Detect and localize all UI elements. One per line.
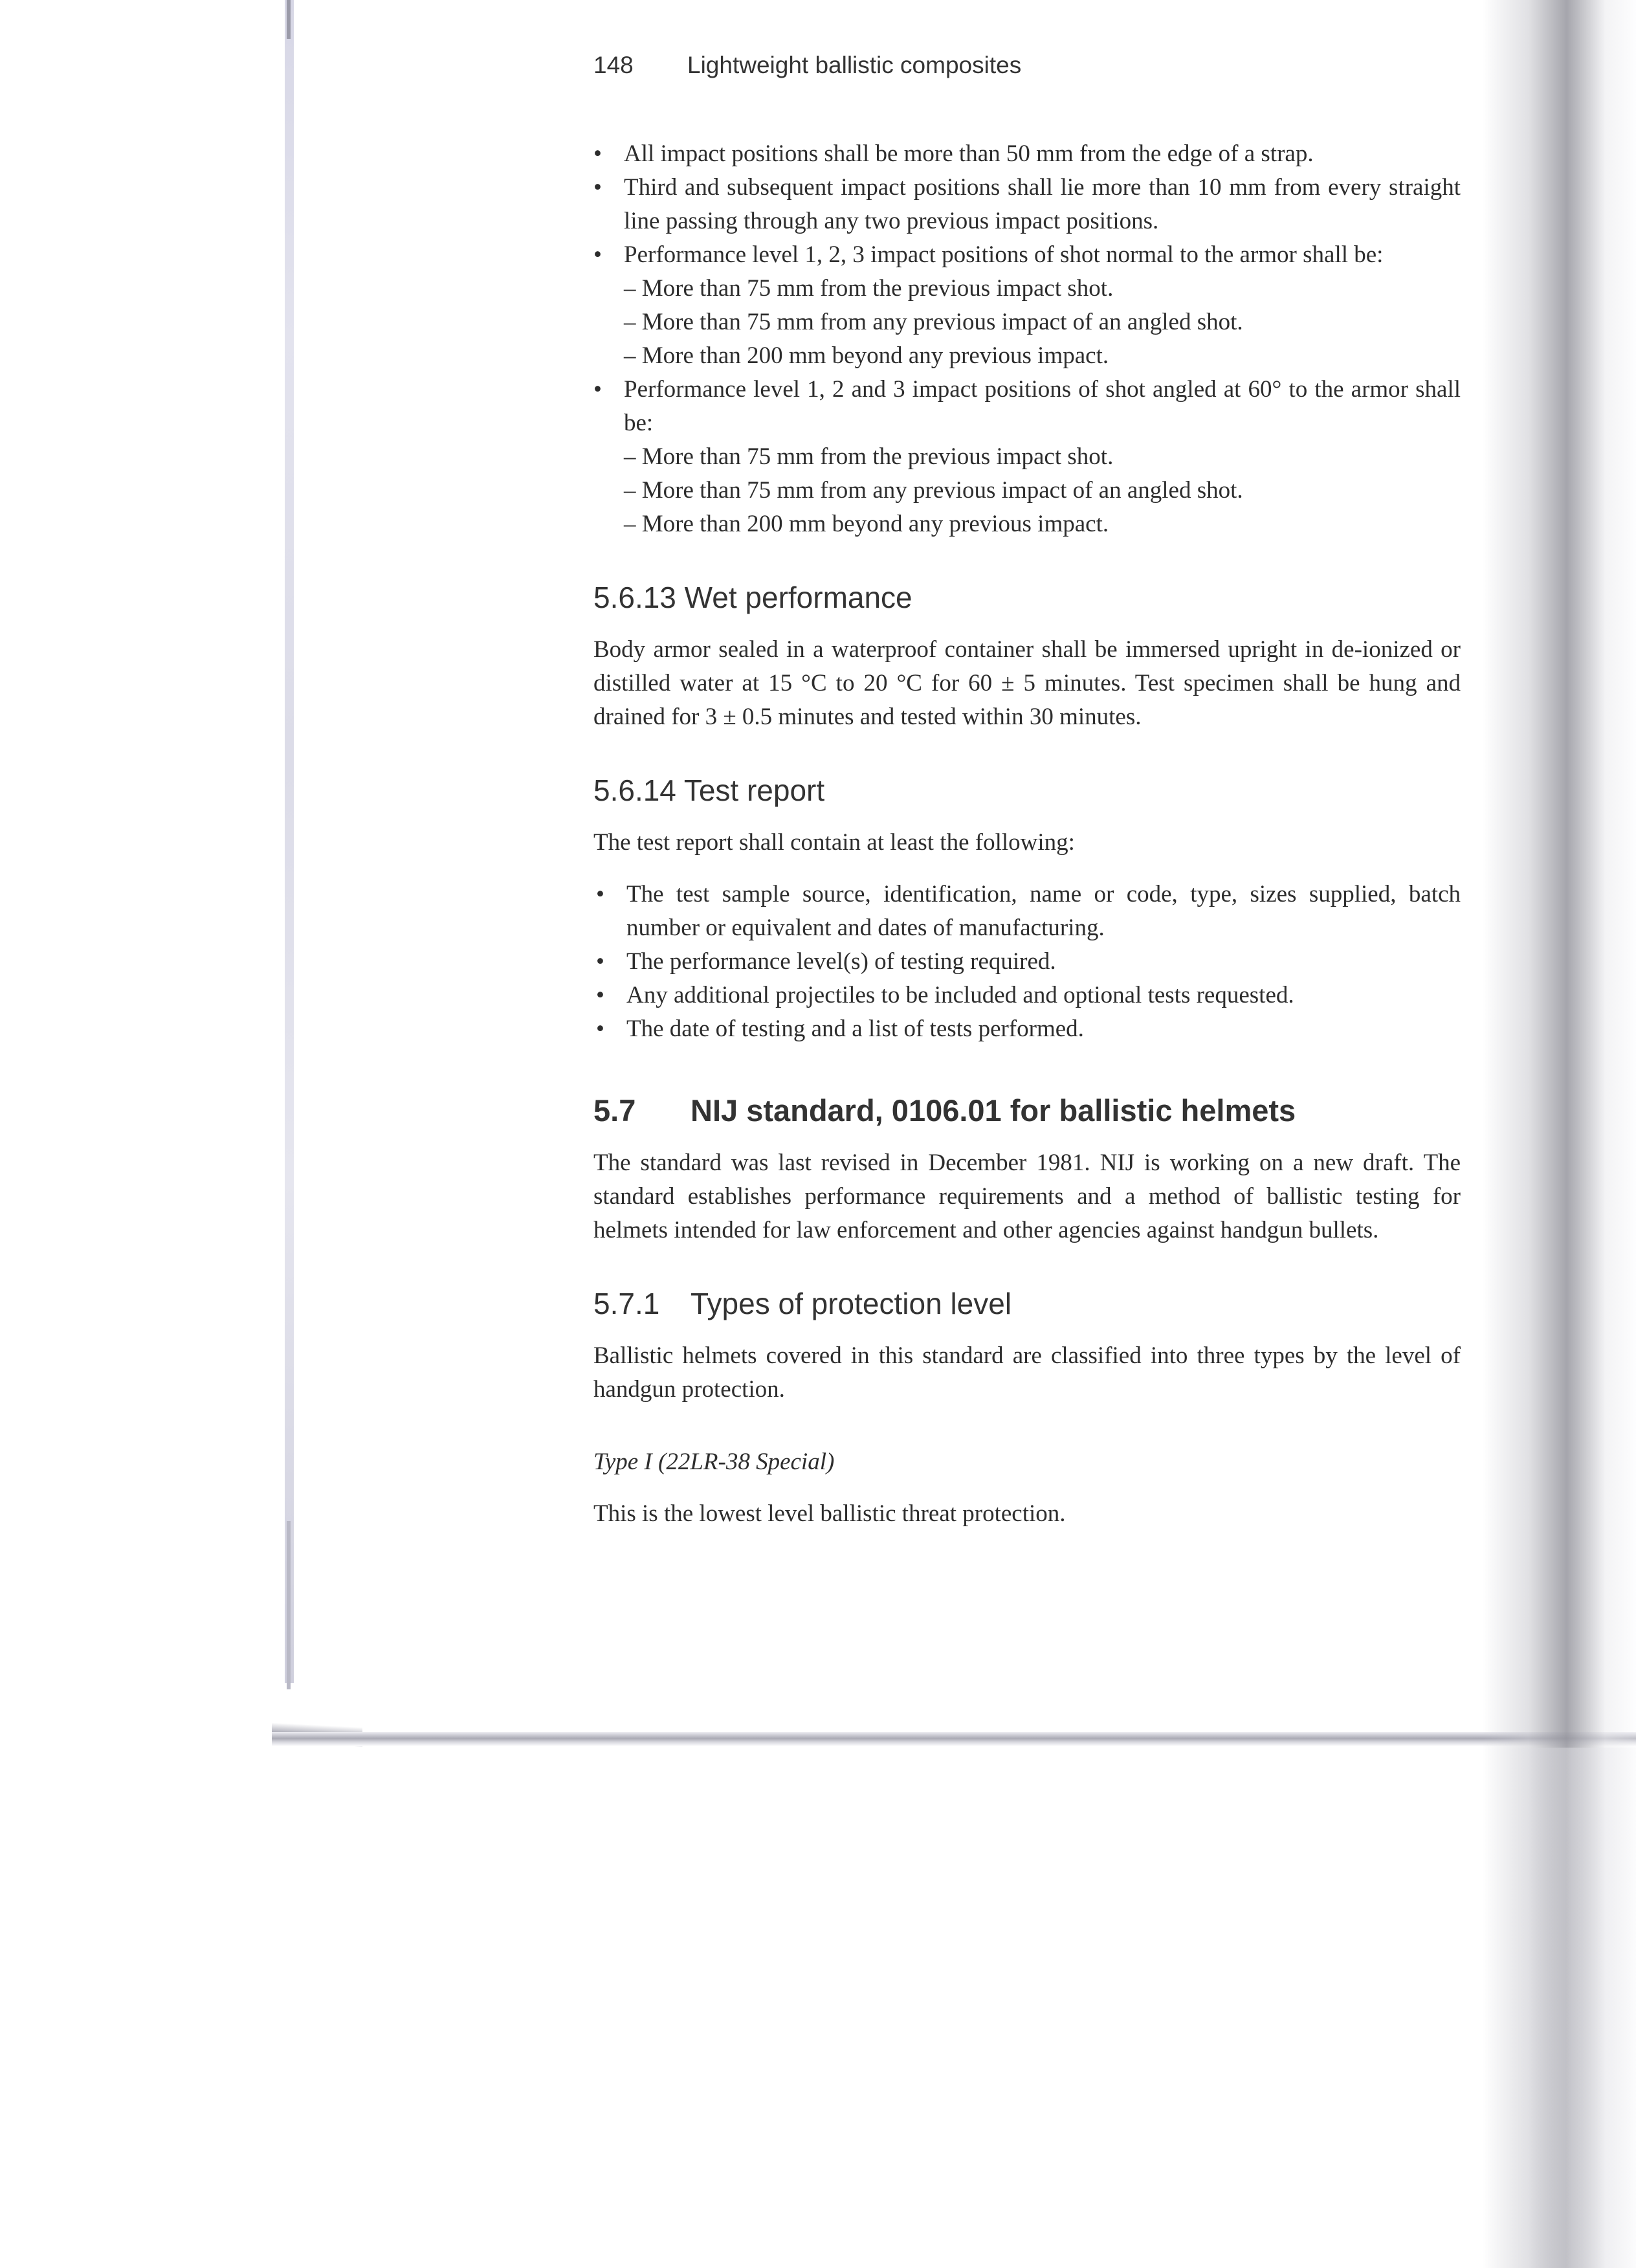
scan-spine-shadow-lower [1508, 1748, 1636, 2268]
bullet-icon: • [596, 881, 604, 907]
running-head [593, 52, 1461, 84]
type-i-heading: Type I (22LR-38 Special) [593, 1449, 835, 1475]
list-item [593, 137, 1461, 171]
section-number: 5.7 [593, 1093, 636, 1128]
sub-list-item: – More than 75 mm from the previous impact shot. [624, 443, 1114, 470]
sub-list [624, 440, 1461, 541]
bullet-icon: • [596, 948, 604, 975]
book-page [593, 52, 1461, 1531]
list-item [596, 979, 1461, 1012]
sub-list-item: – More than 75 mm from the previous impact shot. [624, 275, 1114, 302]
nij-standard-paragraph: The standard was last revised in December 1981. NIJ is working on a new draft. The standard establishes performance requirements and a method of ballistic testing for helmets intended for law enforcement and other agencies against handgun bullets. [593, 1150, 1461, 1243]
section-heading-nij-helmets [593, 1093, 1461, 1128]
scan-binding-shadow-top [287, 0, 291, 39]
type-i-paragraph: This is the lowest level ballistic threat protection. [593, 1500, 1066, 1527]
list-item [593, 238, 1461, 373]
sub-list [624, 272, 1461, 373]
scan-binding-edge [285, 0, 294, 1683]
page-number: 148 [593, 52, 634, 78]
bullet-icon: • [596, 1016, 604, 1042]
list-item [593, 373, 1461, 541]
bullet-icon: • [593, 376, 602, 403]
bullet-icon: • [593, 174, 602, 201]
wet-performance-paragraph: Body armor sealed in a waterproof container shall be immersed upright in de-ionized or distilled water at 15 °C to 20 °C for 60 ± 5 minutes. Test specimen shall be hung and drained for 3 ± 0.5 minutes and tested within 30 minutes. [593, 636, 1461, 730]
section-number: 5.7.1 [593, 1287, 660, 1320]
list-item-text: Performance level 1, 2 and 3 impact positions of shot angled at 60° to the armor shall be: [624, 376, 1461, 436]
list-item-text: Performance level 1, 2, 3 impact positions of shot normal to the armor shall be: [624, 241, 1384, 268]
section-heading-test-report: 5.6.14 Test report [593, 773, 825, 807]
test-report-list [593, 878, 1461, 1046]
protection-level-paragraph: Ballistic helmets covered in this standard are classified into three types by the level of handgun protection. [593, 1342, 1461, 1403]
list-item-text: Third and subsequent impact positions shall lie more than 10 mm from every straight line passing through any two previous impact positions. [624, 174, 1461, 234]
sub-list-item: – More than 75 mm from any previous impact of an angled shot. [624, 309, 1243, 335]
impact-position-list [593, 137, 1461, 541]
sub-list-item: – More than 75 mm from any previous impact of an angled shot. [624, 477, 1243, 504]
sub-list-item: – More than 200 mm beyond any previous impact. [624, 511, 1109, 537]
bullet-icon: • [596, 982, 604, 1008]
running-head-title: Lightweight ballistic composites [687, 52, 1022, 78]
bullet-icon: • [593, 140, 602, 167]
sub-list-item: – More than 200 mm beyond any previous impact. [624, 342, 1109, 369]
list-item [596, 878, 1461, 945]
list-item [596, 945, 1461, 979]
list-item-text: The performance level(s) of testing required. [626, 948, 1056, 975]
list-item-text: All impact positions shall be more than 50 mm from the edge of a strap. [624, 140, 1314, 167]
section-title: NIJ standard, 0106.01 for ballistic helmets [691, 1093, 1296, 1128]
list-item-text: The date of testing and a list of tests performed. [626, 1016, 1084, 1042]
list-item [596, 1012, 1461, 1046]
list-item-text: The test sample source, identification, name or code, type, sizes supplied, batch number or equivalent and dates of manufacturing. [626, 881, 1461, 941]
bullet-icon: • [593, 241, 602, 268]
section-heading-protection-level [593, 1286, 1461, 1321]
list-item [593, 171, 1461, 238]
test-report-intro: The test report shall contain at least the following: [593, 829, 1075, 856]
section-heading-wet-performance: 5.6.13 Wet performance [593, 581, 912, 614]
scan-page-bottom-edge [272, 1732, 1636, 1746]
list-item-text: Any additional projectiles to be included and optional tests requested. [626, 982, 1294, 1008]
scan-binding-shadow-bottom [287, 1521, 291, 1689]
section-title: Types of protection level [691, 1287, 1012, 1320]
